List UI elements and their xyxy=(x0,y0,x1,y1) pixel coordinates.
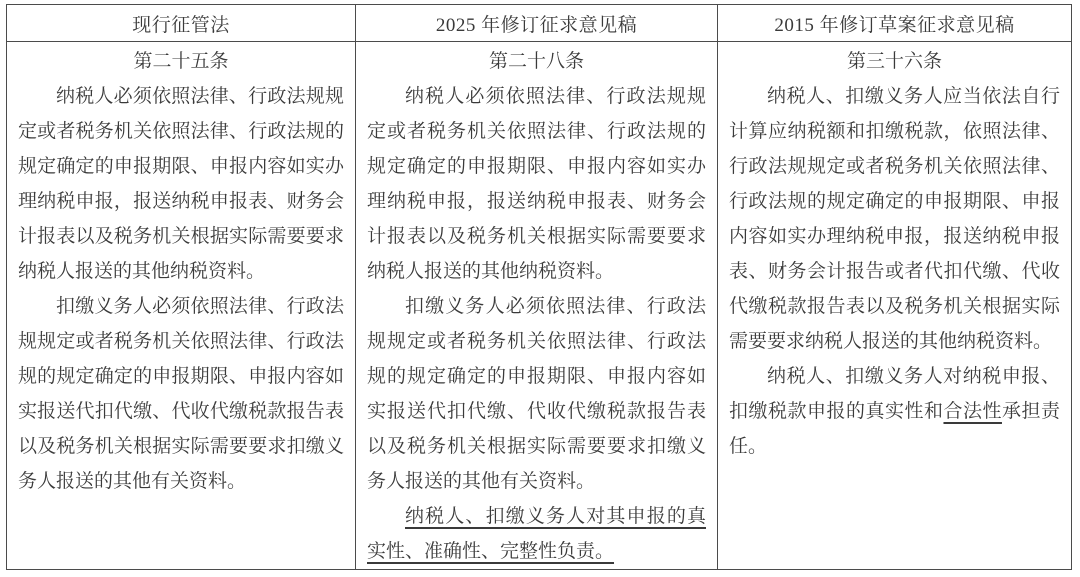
law-paragraph-underlined xyxy=(367,499,706,569)
underlined-revision-text: 纳税人、扣缴义务人对其申报的真实性、准确性、完整性负责。 xyxy=(367,506,706,562)
article-number: 第二十五条 xyxy=(133,51,229,72)
column-header-2015-draft: 2015 年修订草案征求意见稿 xyxy=(718,5,1071,42)
law-paragraph: 纳税人、扣缴义务人应当依法自行计算应纳税额和扣缴税款，依照法律、行政法规规定或者税务机关依照法律、行政法规的规定确定的申报期限、申报内容如实办理纳税申报，报送纳税申报表、财务会计报告或者代扣代缴、代收代缴税款报告表以及税务机关根据实际需要要求纳税人报送的其他纳税资料。 xyxy=(729,86,1060,352)
cell-2025-draft xyxy=(356,42,718,569)
article-number: 第二十八条 xyxy=(488,51,584,72)
law-paragraph: 纳税人必须依照法律、行政法规规定或者税务机关依照法律、行政法规的规定确定的申报期限、申报内容如实办理纳税申报，报送纳税申报表、财务会计报表以及税务机关根据实际需要要求纳税人报送的其他纳税资料。 xyxy=(367,86,706,282)
cell-2015-draft xyxy=(718,42,1071,569)
column-header-2025-draft: 2025 年修订征求意见稿 xyxy=(356,5,718,42)
law-comparison-table xyxy=(6,4,1072,570)
law-paragraph: 扣缴义务人必须依照法律、行政法规规定或者税务机关依照法律、行政法规的规定确定的申报期限、申报内容如实报送代扣代缴、代收代缴税款报告表以及税务机关根据实际需要要求扣缴义务人报送的其他有关资料。 xyxy=(18,296,344,492)
paragraph-text-after-underline: 承担责任。 xyxy=(729,401,1060,457)
paragraph-text-before-underline: 纳税人、扣缴义务人对纳税申报、扣缴税款申报的真实性和 xyxy=(729,366,1060,422)
law-paragraph: 扣缴义务人必须依照法律、行政法规规定或者税务机关依照法律、行政法规的规定确定的申报期限、申报内容如实报送代扣代缴、代收代缴税款报告表以及税务机关根据实际需要要求扣缴义务人报送的其他有关资料。 xyxy=(367,296,706,492)
law-paragraph-partially-underlined xyxy=(729,359,1060,464)
column-header-current-law: 现行征管法 xyxy=(7,5,356,42)
article-number: 第三十六条 xyxy=(846,51,942,72)
cell-current-law xyxy=(7,42,356,569)
law-paragraph: 纳税人必须依照法律、行政法规规定或者税务机关依照法律、行政法规的规定确定的申报期限、申报内容如实办理纳税申报，报送纳税申报表、财务会计报表以及税务机关根据实际需要要求纳税人报送的其他纳税资料。 xyxy=(18,86,344,282)
underlined-revision-text: 合法性 xyxy=(943,401,1002,422)
